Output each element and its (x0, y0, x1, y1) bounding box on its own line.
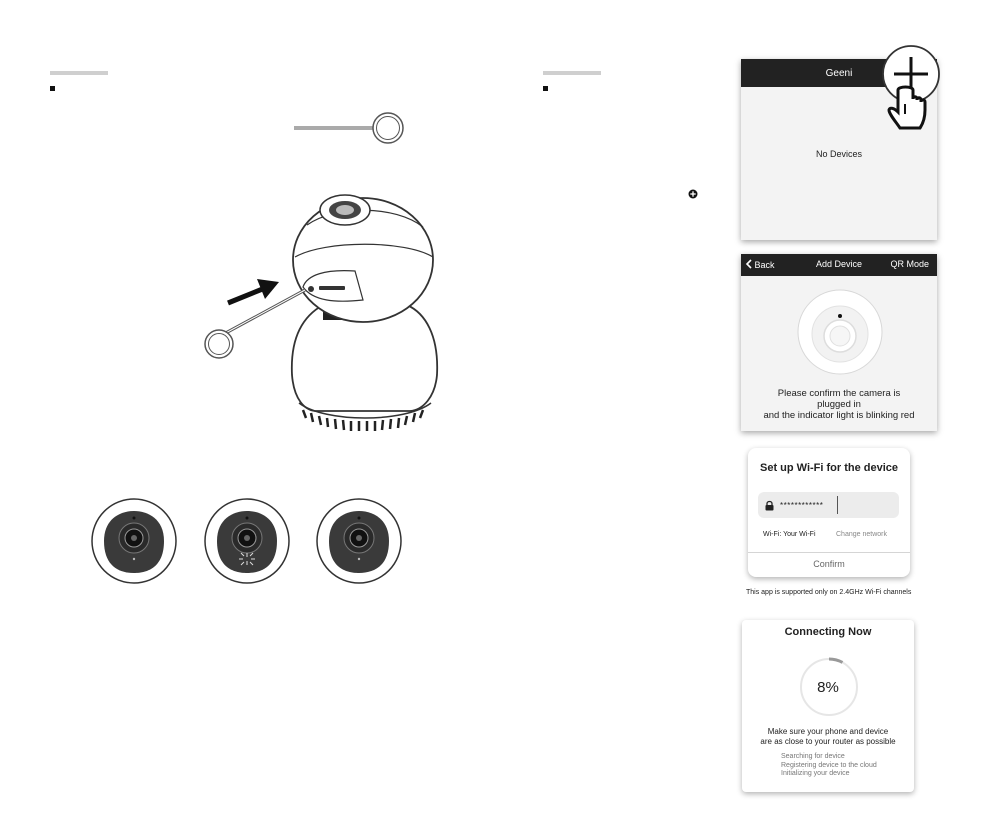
change-network-link[interactable]: Change network (836, 531, 887, 538)
confirm-line-1: Please confirm the camera is (777, 388, 901, 399)
section-rule-right (543, 71, 601, 75)
add-device-title: Add Device (815, 259, 863, 269)
section-rule-left (50, 71, 108, 75)
camera-icon (796, 288, 884, 376)
wifi-setup-title: Set up Wi-Fi for the device (759, 462, 899, 474)
bullet-left (50, 86, 55, 91)
connecting-screen (742, 620, 914, 792)
message-line-2: are as close to your router as possible (760, 737, 896, 746)
wifi-password-field[interactable] (758, 492, 899, 518)
add-device-button[interactable] (880, 44, 942, 134)
lock-icon (765, 500, 774, 511)
plus-circle-icon (688, 189, 698, 199)
bullet-right (543, 86, 548, 91)
progress-percent: 8% (817, 679, 839, 696)
confirm-instructions (741, 388, 937, 421)
reset-pin-illustration (290, 110, 410, 146)
qr-mode-button[interactable]: QR Mode (890, 259, 929, 269)
add-device-screen (741, 254, 937, 431)
camera-reset-illustration (195, 185, 455, 445)
dialog-divider (748, 552, 910, 553)
step-item: Registering device to the cloud (781, 761, 877, 769)
confirm-line-2: plugged in (817, 399, 861, 410)
add-device-header (741, 254, 937, 276)
camera-face-blinking (203, 497, 293, 587)
camera-face-off (315, 497, 405, 587)
camera-face-solid (90, 497, 180, 587)
confirm-line-3: and the indicator light is blinking red (763, 410, 915, 421)
wifi-network-label: Wi-Fi: Your Wi-Fi (763, 531, 816, 538)
back-label: Back (754, 260, 775, 270)
wifi-setup-dialog (748, 448, 910, 577)
wifi-support-note: This app is supported only on 2.4GHz Wi-Fi channels (746, 589, 912, 596)
step-item: Searching for device (781, 753, 845, 760)
empty-state-text: No Devices (815, 149, 862, 159)
message-line-1: Make sure your phone and device (767, 727, 889, 736)
text-caret (837, 496, 838, 514)
step-item: Initializing your device (781, 770, 850, 777)
confirm-button[interactable]: Confirm (813, 559, 845, 569)
app-title: Geeni (825, 68, 853, 79)
wifi-password-value: ************ (780, 501, 824, 510)
connection-steps (781, 753, 877, 779)
connecting-title: Connecting Now (784, 626, 872, 638)
connecting-message (742, 727, 914, 747)
